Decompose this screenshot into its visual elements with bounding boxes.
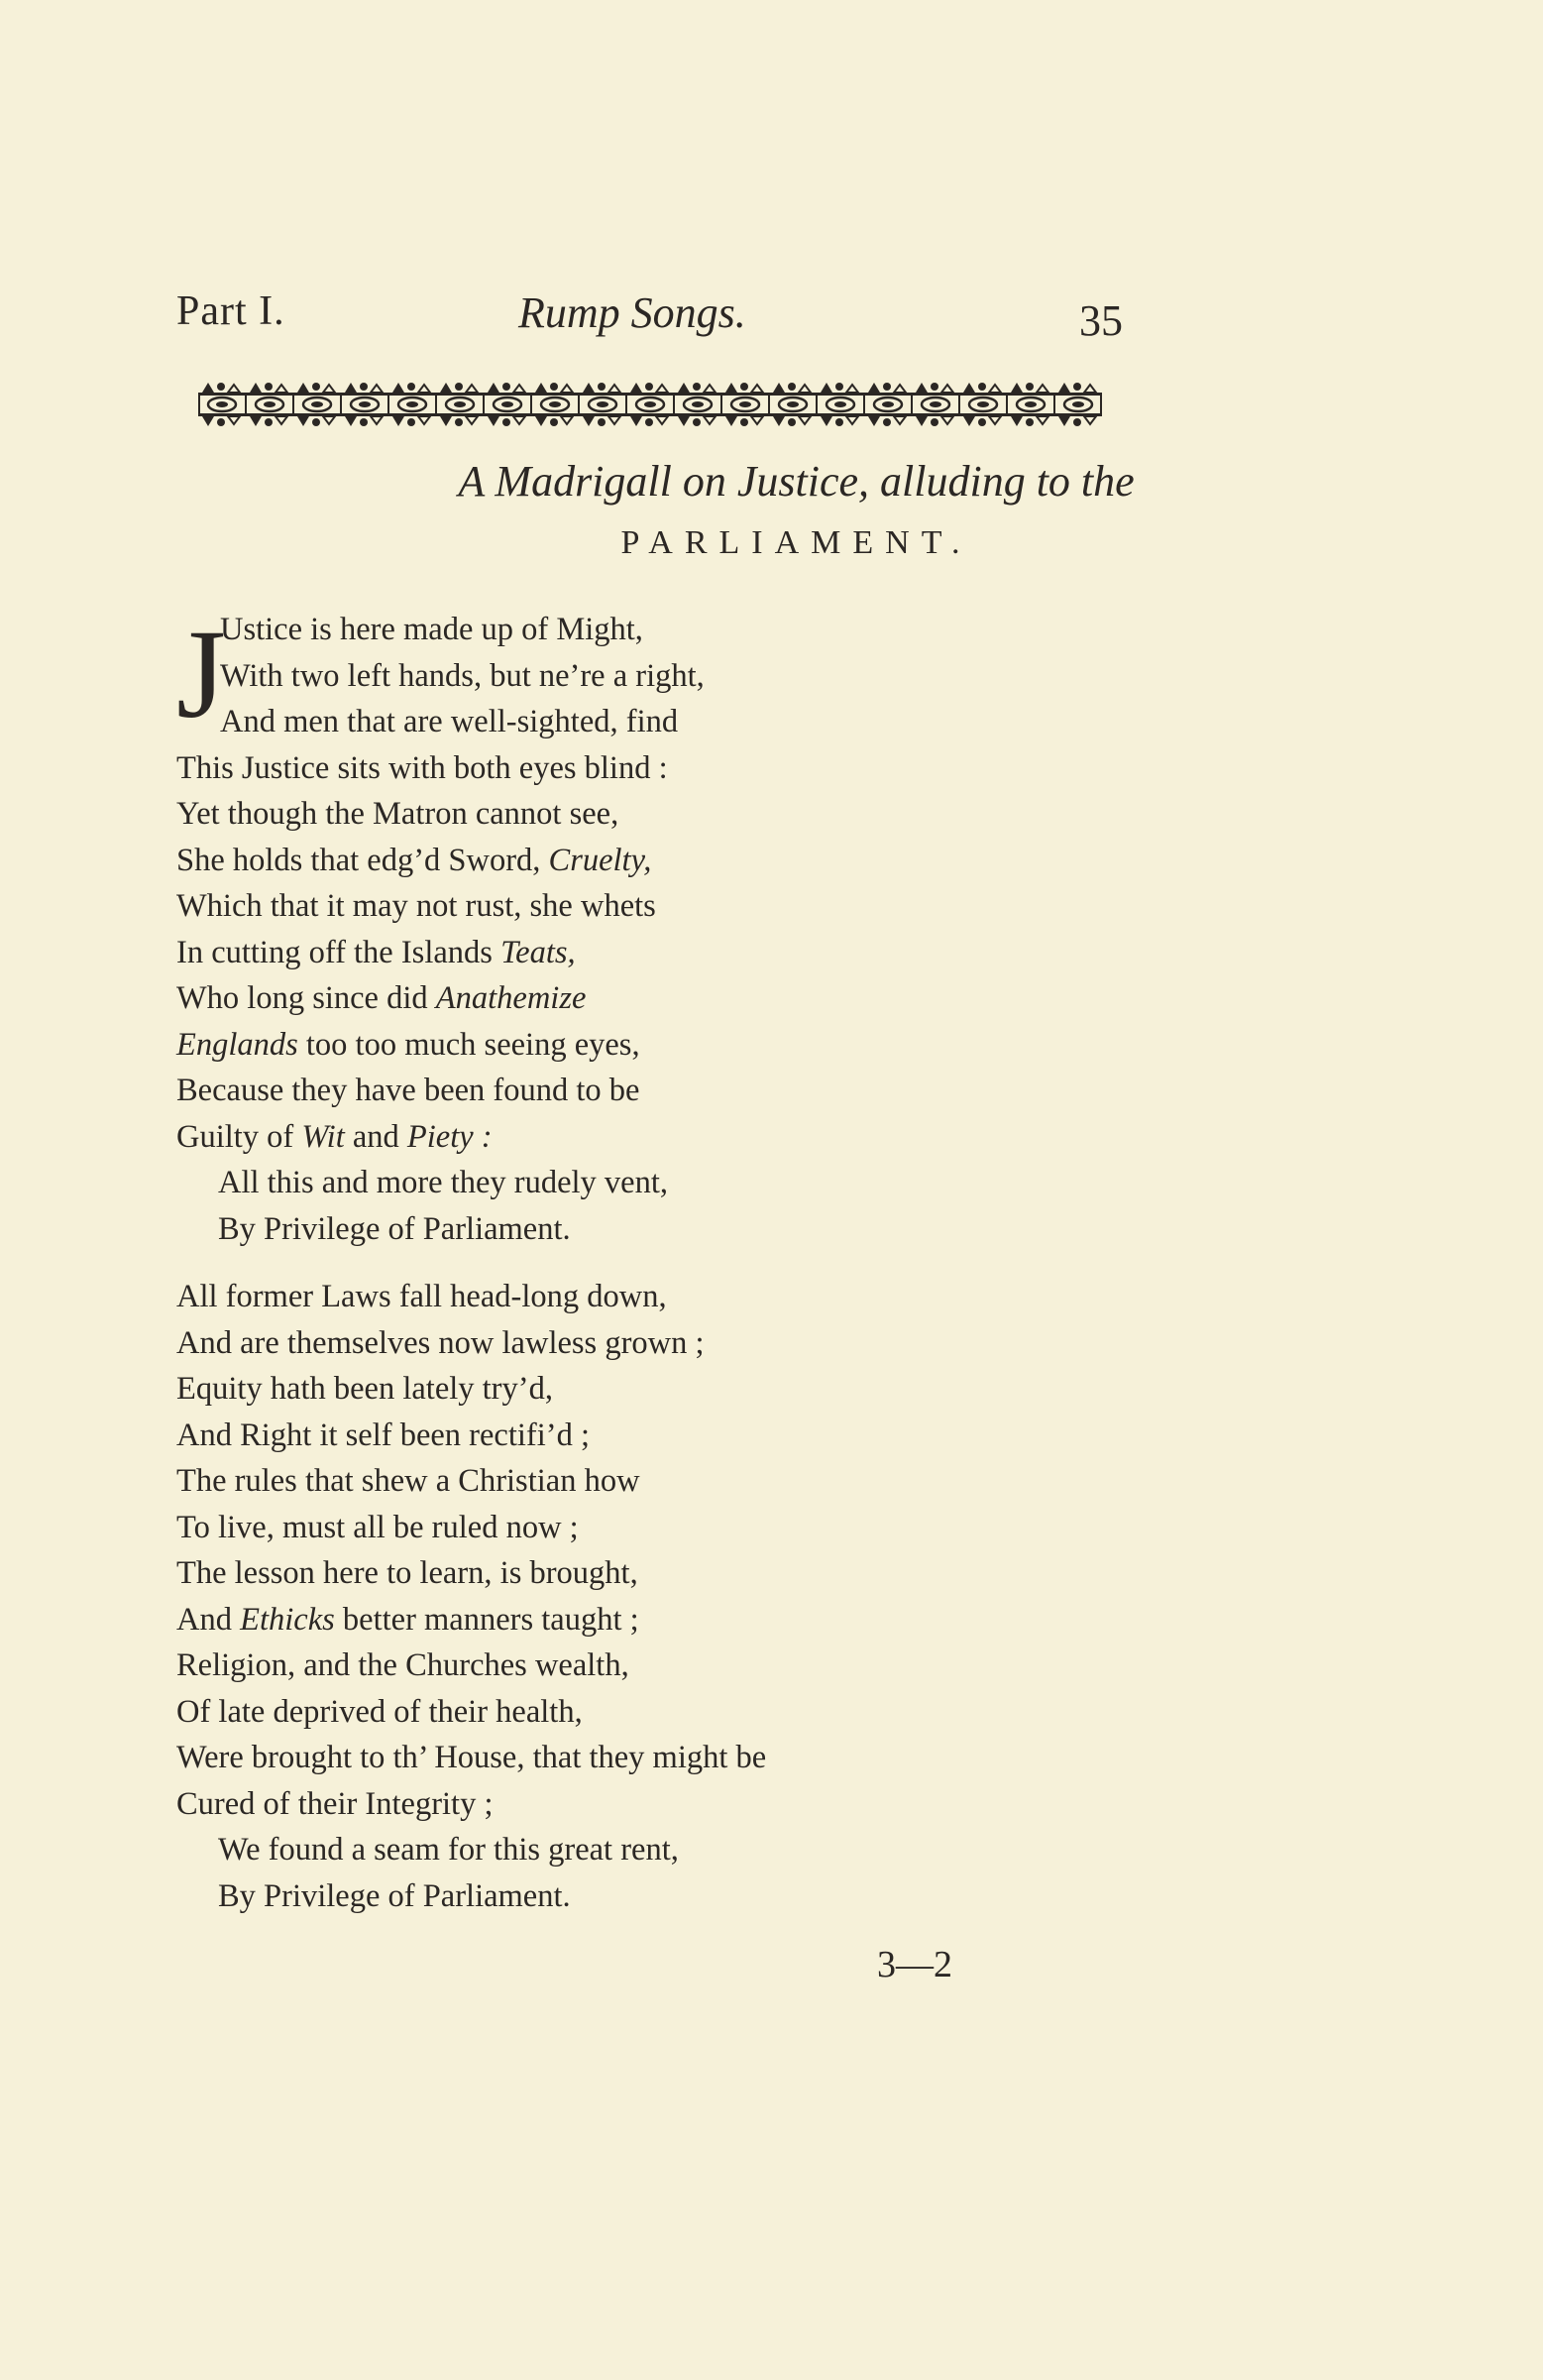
poem-line: Who long since did Anathemize (176, 980, 587, 1016)
poem-line: Cured of their Integrity ; (176, 1785, 494, 1822)
poem-line: With two left hands, but ne’re a right, (220, 657, 705, 694)
poem-line: All former Laws fall head-long down, (176, 1279, 667, 1314)
poem-line: Equity hath been lately try’d, (176, 1371, 553, 1407)
poem-line: The lesson here to learn, is brought, (176, 1555, 638, 1591)
poem-line: Of late deprived of their health, (176, 1693, 583, 1730)
poem-line: Englands too too much seeing eyes, (176, 1026, 640, 1063)
poem-line: Were brought to th’ House, that they might be (176, 1740, 767, 1775)
running-title: Rump Songs. (518, 288, 746, 337)
poem-line: All this and more they rudely vent, (218, 1165, 669, 1200)
signature-mark: 3—2 (877, 1944, 952, 1985)
poem-body (176, 604, 1167, 1919)
poem-line: This Justice sits with both eyes blind : (176, 749, 668, 786)
poem-line: Ustice is here made up of Might, (220, 612, 643, 647)
poem-line: Guilty of Wit and Piety : (176, 1118, 493, 1155)
poem-line: By Privilege of Parliament. (218, 1877, 571, 1914)
part-label: Part I. (176, 288, 285, 334)
poem-line: Which that it may not rust, she whets (176, 888, 656, 924)
poem-line: And are themselves now lawless grown ; (176, 1324, 705, 1361)
title-line-2: PARLIAMENT. (620, 524, 972, 561)
poem-line: And Right it self been rectifi’d ; (176, 1417, 590, 1453)
title-line-1: A Madrigall on Justice, alluding to the (458, 457, 1135, 506)
page-number: 35 (1079, 296, 1123, 345)
poem-line: By Privilege of Parliament. (218, 1210, 571, 1247)
decorative-border-ornament (198, 377, 1102, 432)
poem-line: Yet though the Matron cannot see, (176, 796, 619, 832)
poem-line: In cutting off the Islands Teats, (176, 934, 576, 970)
poem-line: She holds that edg’d Sword, Cruelty, (176, 842, 652, 878)
running-head (176, 287, 1123, 357)
poem-line: And Ethicks better manners taught ; (176, 1601, 639, 1638)
poem-line: And men that are well-sighted, find (220, 704, 679, 739)
poem-line: The rules that shew a Christian how (176, 1463, 640, 1499)
poem-line: Religion, and the Churches wealth, (176, 1647, 629, 1683)
poem-line: Because they have been found to be (176, 1073, 640, 1108)
drop-cap: J (176, 604, 226, 744)
poem-title (0, 456, 1543, 562)
poem-line: To live, must all be ruled now ; (176, 1509, 579, 1545)
stanza-break (176, 1252, 1167, 1274)
poem-line: We found a seam for this great rent, (218, 1832, 679, 1868)
